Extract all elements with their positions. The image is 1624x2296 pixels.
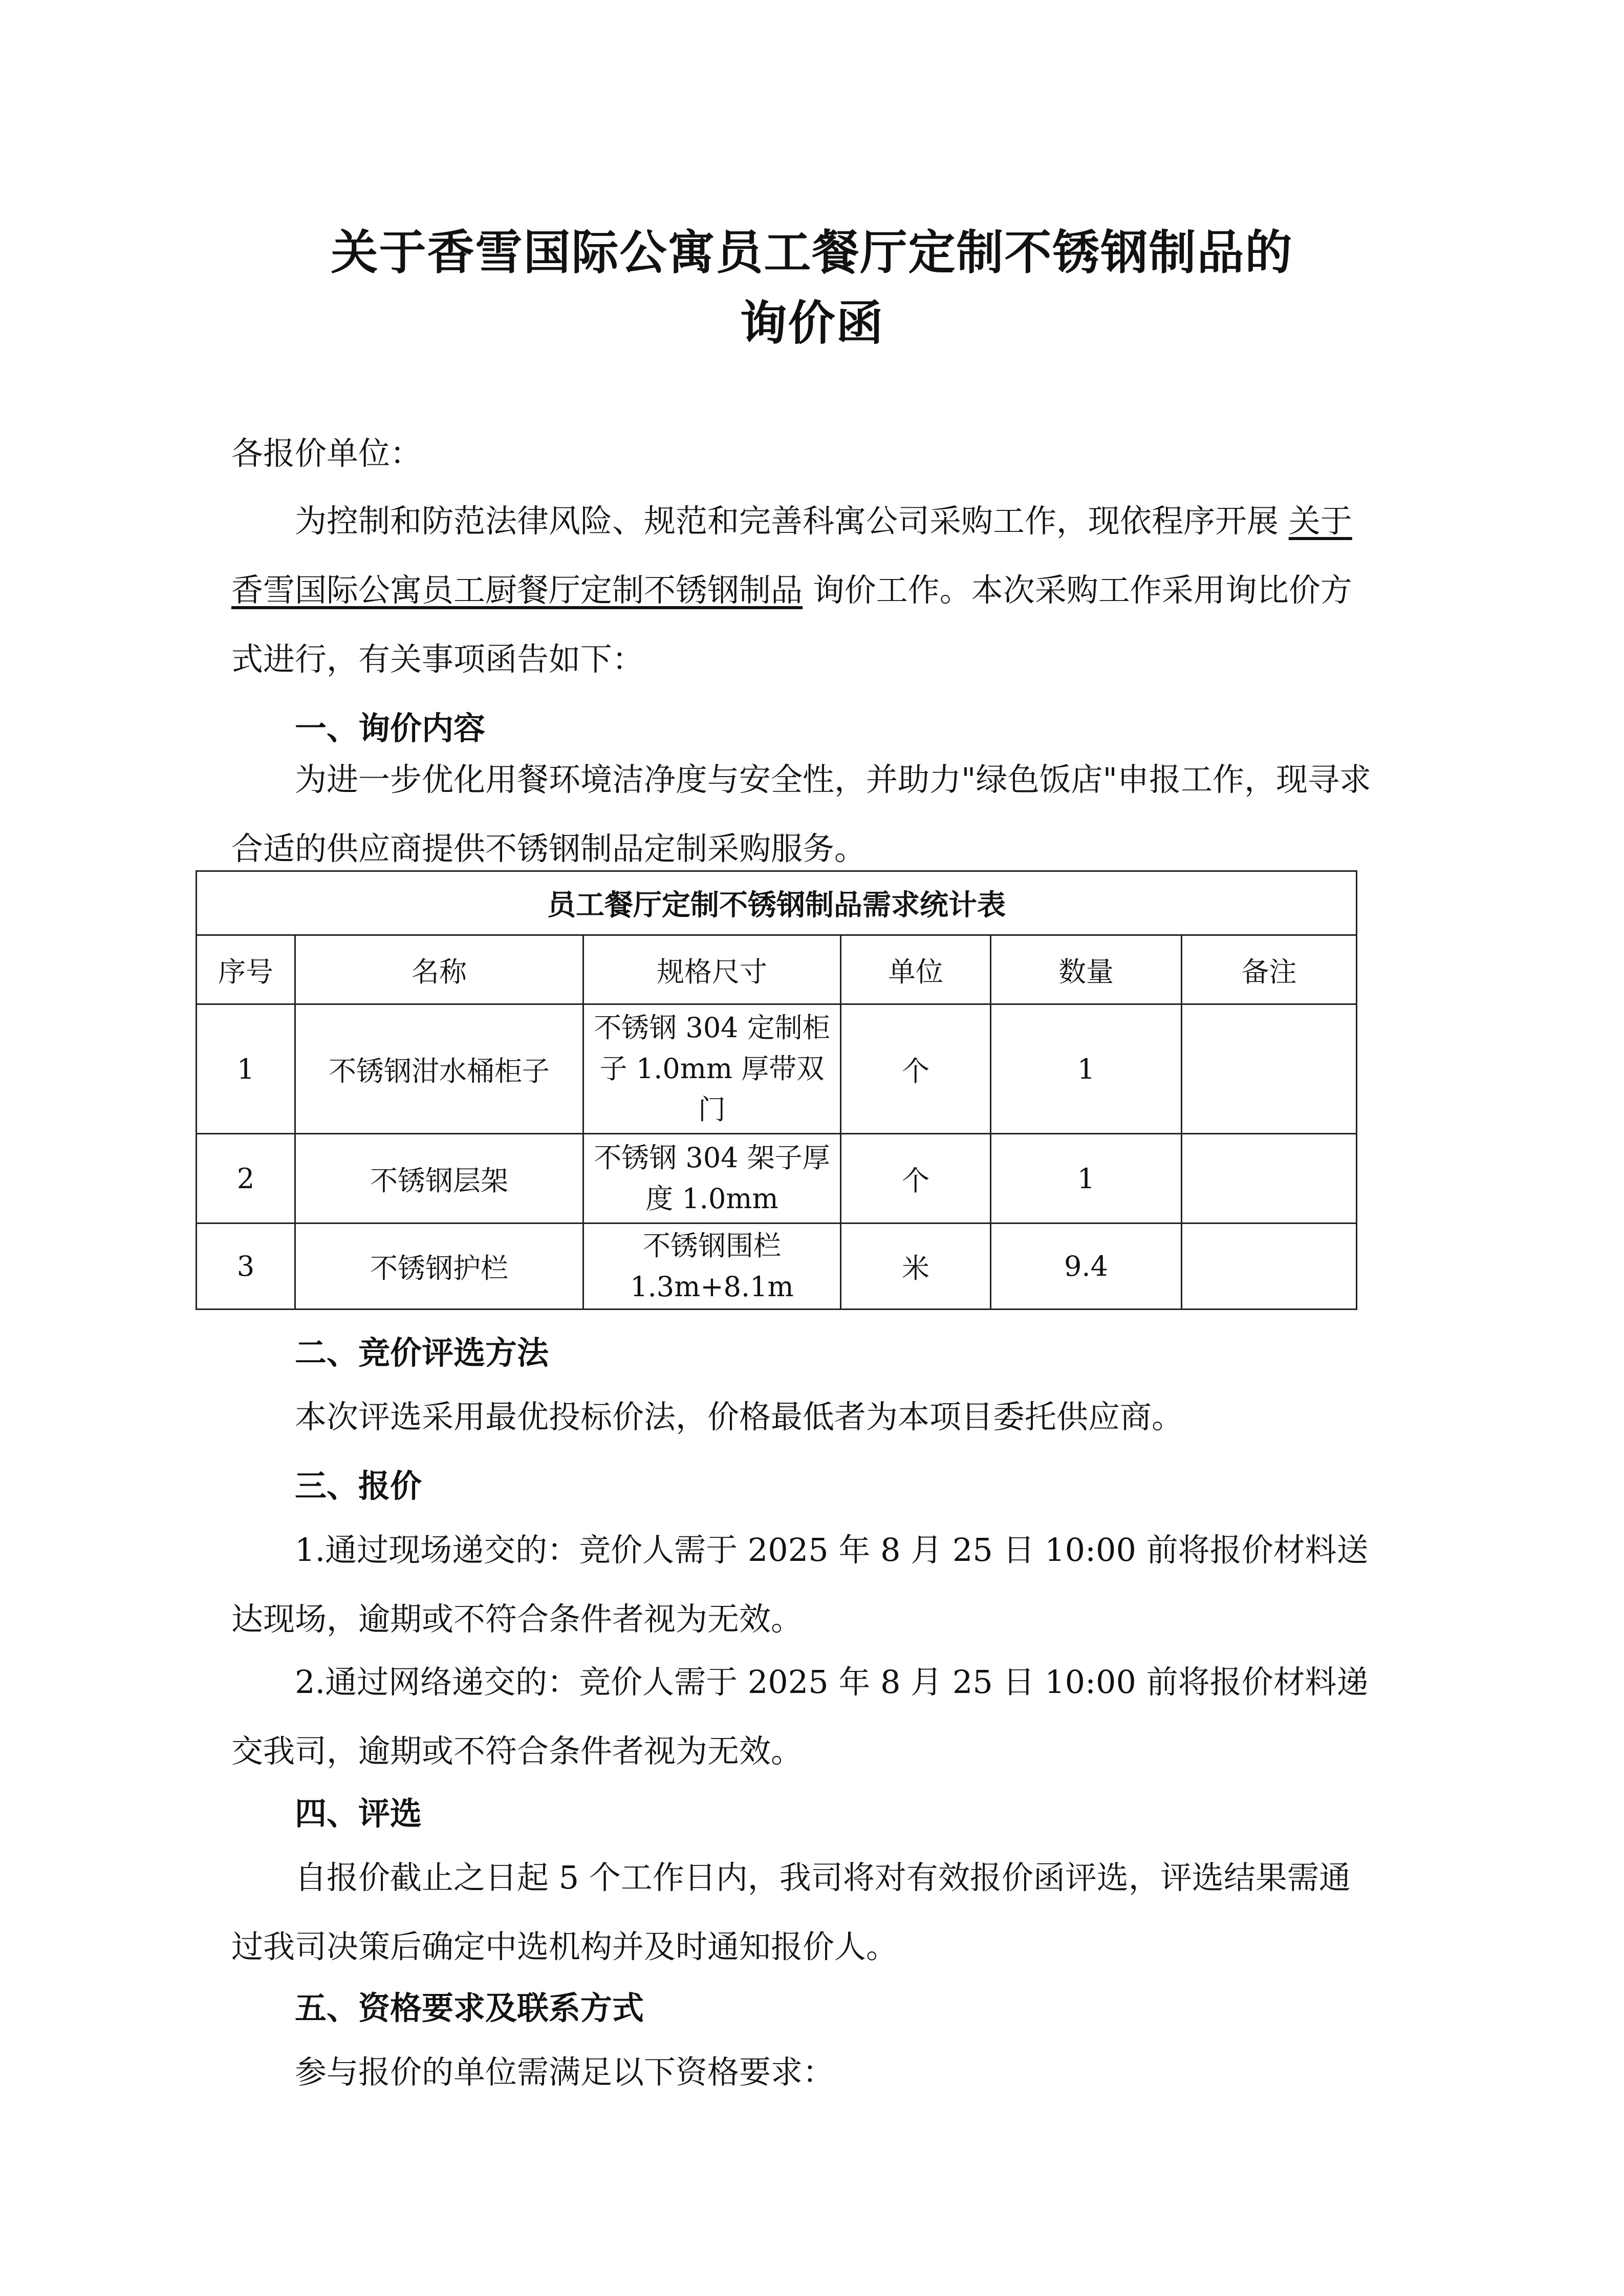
section2-text: 本次评选采用最优投标价法，价格最低者为本项目委托供应商。 — [295, 1398, 1184, 1435]
cell-name: 不锈钢泔水桶柜子 — [295, 1004, 583, 1134]
cell-note — [1182, 1134, 1357, 1224]
section5-heading: 五、资格要求及联系方式 — [295, 1989, 644, 2027]
header-cell-name: 名称 — [295, 935, 583, 1004]
cell-no: 1 — [197, 1004, 295, 1134]
intro-project-name: 关于香雪国际公寓员工厨餐厅定制不锈钢制品 — [231, 502, 1352, 609]
salutation: 各报价单位： — [231, 435, 422, 472]
section3-item1: 1.通过现场递交的：竞价人需于 2025 年 8 月 25 日 10:00 前将报价材料送达现场，逾期或不符合条件者视为无效。 — [231, 1531, 1369, 1638]
section4-text: 自报价截止之日起 5 个工作日内，我司将对有效报价函评选，评选结果需通过我司决策后确定中选机构并及时通知报价人。 — [231, 1859, 1351, 1965]
header-cell-qty: 数量 — [991, 935, 1182, 1004]
cell-unit: 米 — [841, 1224, 991, 1310]
cell-spec: 不锈钢围栏 1.3m+8.1m — [583, 1224, 841, 1310]
header-cell-spec: 规格尺寸 — [583, 935, 841, 1004]
cell-qty: 9.4 — [991, 1224, 1182, 1310]
table-row — [197, 1224, 1357, 1310]
cell-note — [1182, 1004, 1357, 1134]
cell-spec: 不锈钢 304 架子厚度 1.0mm — [583, 1134, 841, 1224]
section2-heading: 二、竞价评选方法 — [295, 1334, 549, 1371]
cell-no: 2 — [197, 1134, 295, 1224]
table-row — [197, 1134, 1357, 1224]
section1-text: 为进一步优化用餐环境洁净度与安全性，并助力"绿色饭店"申报工作，现寻求合适的供应商提供不锈钢制品定制采购服务。 — [231, 761, 1372, 867]
cell-name: 不锈钢层架 — [295, 1134, 583, 1224]
cell-no: 3 — [197, 1224, 295, 1310]
table-row — [197, 1004, 1357, 1134]
cell-name: 不锈钢护栏 — [295, 1224, 583, 1310]
cell-qty: 1 — [991, 1004, 1182, 1134]
table-header-row — [197, 935, 1357, 1004]
document-title-line2: 询价函 — [740, 296, 884, 351]
header-cell-unit: 单位 — [841, 935, 991, 1004]
cell-qty: 1 — [991, 1134, 1182, 1224]
requirements-table — [196, 870, 1357, 1310]
document-title-line1: 关于香雪国际公寓员工餐厅定制不锈钢制品的 — [331, 225, 1293, 280]
section5-text: 参与报价的单位需满足以下资格要求： — [295, 2053, 835, 2091]
cell-note — [1182, 1224, 1357, 1310]
intro-text-part1: 为控制和防范法律风险、规范和完善科寓公司采购工作，现依程序开展 — [295, 502, 1279, 540]
header-cell-note: 备注 — [1182, 935, 1357, 1004]
section1-heading: 一、询价内容 — [295, 710, 486, 747]
cell-unit: 个 — [841, 1134, 991, 1224]
table-caption: 员工餐厅定制不锈钢制品需求统计表 — [197, 871, 1357, 935]
section4-heading: 四、评选 — [295, 1795, 422, 1832]
header-cell-no: 序号 — [197, 935, 295, 1004]
cell-unit: 个 — [841, 1004, 991, 1134]
intro-text-part2: 询价工作。本次采购工作采用询比价方式进行，有关事项函告如下： — [231, 571, 1352, 678]
section3-item2: 2.通过网络递交的：竞价人需于 2025 年 8 月 25 日 10:00 前将报价材料递交我司，逾期或不符合条件者视为无效。 — [231, 1663, 1369, 1770]
intro-paragraph — [231, 486, 1373, 694]
section3-heading: 三、报价 — [295, 1467, 422, 1505]
cell-spec: 不锈钢 304 定制柜子 1.0mm 厚带双门 — [583, 1004, 841, 1134]
